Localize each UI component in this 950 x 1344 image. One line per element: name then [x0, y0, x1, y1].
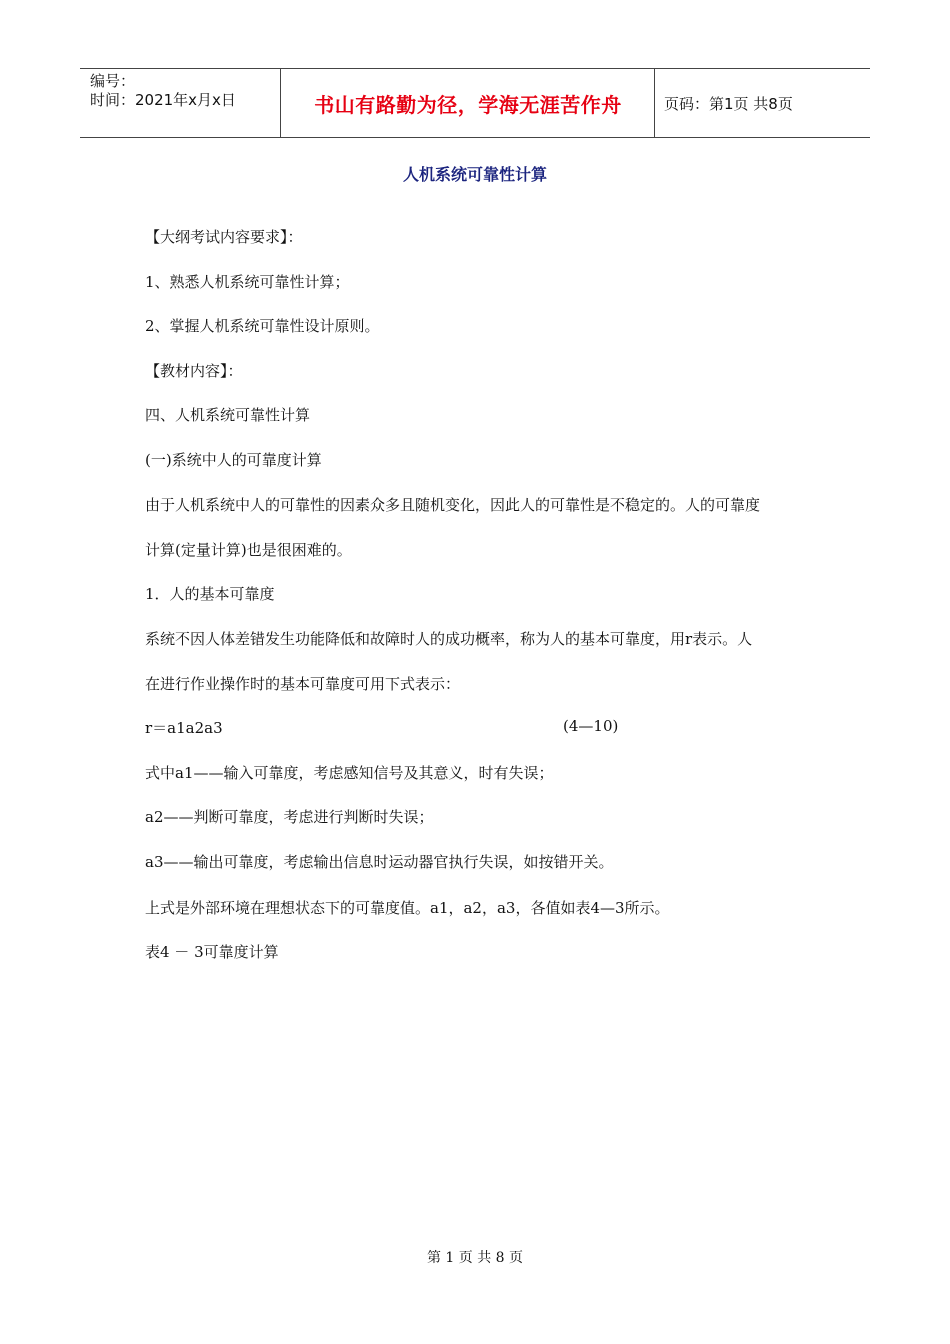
paragraph: 【大纲考试内容要求】： [145, 228, 303, 246]
paragraph: 式中a1——输入可靠度，考虑感知信号及其意义，时有失误； [145, 764, 554, 782]
paragraph: 1．人的基本可靠度 [145, 585, 275, 603]
header-divider [654, 69, 655, 137]
time-label: 时间：2021年x月x日 [90, 91, 236, 109]
equation-number: (4—10) [563, 717, 619, 735]
equation: r＝a1a2a3 [145, 719, 223, 737]
paragraph: 在进行作业操作时的基本可靠度可用下式表示： [145, 675, 461, 693]
table-caption: 表4 － 3可靠度计算 [145, 943, 279, 961]
paragraph: a3——输出可靠度，考虑输出信息时运动器官执行失误，如按错开关。 [145, 853, 614, 871]
paragraph: 系统不因人体差错发生功能降低和故障时人的成功概率，称为人的基本可靠度，用r表示。人 [145, 630, 753, 648]
paragraph: 1、熟悉人机系统可靠性计算； [145, 273, 350, 291]
paragraph: 2、掌握人机系统可靠性设计原则。 [145, 317, 380, 335]
page-footer: 第 1 页 共 8 页 [426, 1250, 524, 1266]
paragraph: (一)系统中人的可靠度计算 [145, 451, 322, 469]
document-title: 人机系统可靠性计算 [402, 165, 547, 184]
document-header [80, 68, 870, 138]
header-divider [280, 69, 281, 137]
paragraph: 【教材内容】： [145, 362, 243, 380]
paragraph: 上式是外部环境在理想状态下的可靠度值。a1，a2，a3，各值如表4—3所示。 [145, 899, 670, 917]
header-meta [80, 69, 280, 137]
paragraph: 计算(定量计算)也是很困难的。 [145, 541, 352, 559]
paragraph: a2——判断可靠度，考虑进行判断时失误； [145, 808, 434, 826]
paragraph: 由于人机系统中人的可靠性的因素众多且随机变化，因此人的可靠性是不稳定的。人的可靠度 [145, 496, 761, 514]
header-page-code: 页码：第1页 共8页 [664, 94, 793, 113]
paragraph: 四、人机系统可靠性计算 [145, 406, 311, 424]
number-label: 编号： [90, 72, 136, 90]
header-motto: 书山有路勤为径，学海无涯苦作舟 [314, 92, 622, 117]
